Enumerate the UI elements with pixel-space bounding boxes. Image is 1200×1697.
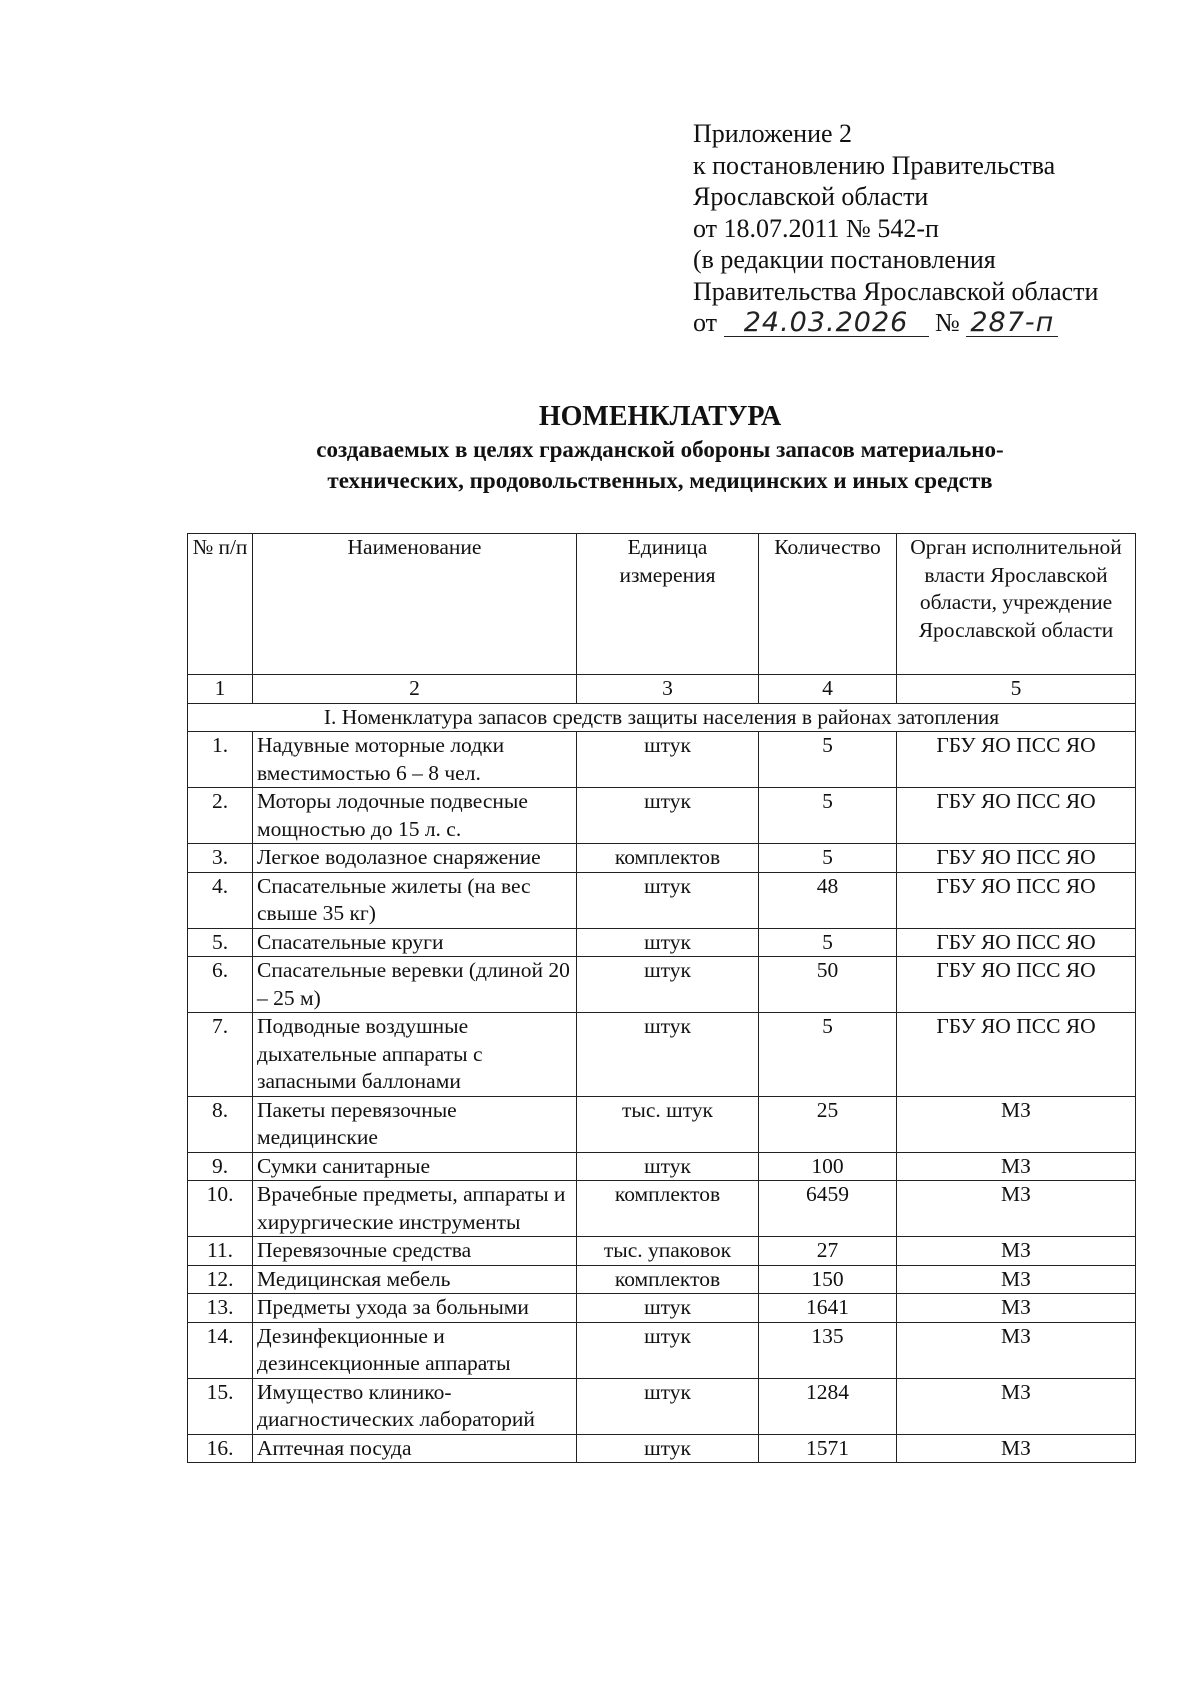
quantity: 6459 (759, 1181, 897, 1237)
row-number: 10. (188, 1181, 253, 1237)
section-title: I. Номенклатура запасов средств защиты населения в районах затопления (188, 703, 1136, 732)
column-number: 1 (188, 675, 253, 704)
unit-of-measure: штук (577, 1322, 759, 1378)
unit-of-measure: штук (577, 872, 759, 928)
column-number: 4 (759, 675, 897, 704)
responsible-body: МЗ (897, 1265, 1136, 1294)
row-number: 14. (188, 1322, 253, 1378)
title-subtitle: технических, продовольственных, медицинских и иных средств (327, 468, 993, 493)
table-row (188, 788, 1136, 844)
column-number: 3 (577, 675, 759, 704)
table-row (188, 1152, 1136, 1181)
row-number: 8. (188, 1096, 253, 1152)
appendix-line: к постановлению Правительства (693, 150, 1056, 180)
row-number: 12. (188, 1265, 253, 1294)
section-row (188, 703, 1136, 732)
quantity: 5 (759, 928, 897, 957)
table-row (188, 872, 1136, 928)
row-number: 9. (188, 1152, 253, 1181)
quantity: 100 (759, 1152, 897, 1181)
column-header: Наименование (253, 534, 577, 675)
unit-of-measure: штук (577, 1294, 759, 1323)
appendix-block (693, 118, 1098, 339)
table-row (188, 957, 1136, 1013)
responsible-body: ГБУ ЯО ПСС ЯО (897, 788, 1136, 844)
unit-of-measure: штук (577, 957, 759, 1013)
quantity: 1284 (759, 1378, 897, 1434)
row-number: 4. (188, 872, 253, 928)
table-row (188, 732, 1136, 788)
handwritten-date: 24.03.2026 (724, 310, 929, 337)
responsible-body: МЗ (897, 1096, 1136, 1152)
unit-of-measure: комплектов (577, 1265, 759, 1294)
row-number: 2. (188, 788, 253, 844)
quantity: 5 (759, 844, 897, 873)
table-row (188, 1434, 1136, 1463)
unit-of-measure: комплектов (577, 1181, 759, 1237)
quantity: 48 (759, 872, 897, 928)
row-number: 7. (188, 1013, 253, 1097)
responsible-body: ГБУ ЯО ПСС ЯО (897, 844, 1136, 873)
column-number: 5 (897, 675, 1136, 704)
item-name: Имущество клинико-диагностических лабораторий (253, 1378, 577, 1434)
quantity: 27 (759, 1237, 897, 1266)
table-row (188, 1294, 1136, 1323)
item-name: Дезинфекционные и дезинсекционные аппараты (253, 1322, 577, 1378)
item-name: Медицинская мебель (253, 1265, 577, 1294)
responsible-body: МЗ (897, 1237, 1136, 1266)
item-name: Подводные воздушные дыхательные аппараты с запасными баллонами (253, 1013, 577, 1097)
responsible-body: МЗ (897, 1378, 1136, 1434)
row-number: 13. (188, 1294, 253, 1323)
table-row (188, 1378, 1136, 1434)
table-row (188, 1096, 1136, 1152)
column-header: Единица измерения (577, 534, 759, 675)
appendix-line: Приложение 2 (693, 119, 853, 148)
date-prefix: от (693, 308, 718, 337)
quantity: 50 (759, 957, 897, 1013)
unit-of-measure: штук (577, 788, 759, 844)
item-name: Врачебные предметы, аппараты и хирургические инструменты (253, 1181, 577, 1237)
unit-of-measure: тыс. штук (577, 1096, 759, 1152)
column-header: Орган исполнительной власти Ярославской области, учреждение Ярославской области (897, 534, 1136, 675)
item-name: Надувные моторные лодки вместимостью 6 – 8 чел. (253, 732, 577, 788)
quantity: 1571 (759, 1434, 897, 1463)
responsible-body: ГБУ ЯО ПСС ЯО (897, 732, 1136, 788)
table-row (188, 1322, 1136, 1378)
column-number: 2 (253, 675, 577, 704)
row-number: 11. (188, 1237, 253, 1266)
row-number: 16. (188, 1434, 253, 1463)
appendix-line: от 18.07.2011 № 542-п (693, 213, 939, 243)
item-name: Предметы ухода за больными (253, 1294, 577, 1323)
responsible-body: ГБУ ЯО ПСС ЯО (897, 1013, 1136, 1097)
responsible-body: ГБУ ЯО ПСС ЯО (897, 957, 1136, 1013)
responsible-body: МЗ (897, 1152, 1136, 1181)
table-row (188, 1237, 1136, 1266)
responsible-body: МЗ (897, 1322, 1136, 1378)
unit-of-measure: штук (577, 1434, 759, 1463)
responsible-body: МЗ (897, 1181, 1136, 1237)
row-number: 15. (188, 1378, 253, 1434)
nomenclature-table (187, 533, 1136, 1463)
row-number: 6. (188, 957, 253, 1013)
unit-of-measure: штук (577, 928, 759, 957)
item-name: Спасательные жилеты (на вес свыше 35 кг) (253, 872, 577, 928)
responsible-body: ГБУ ЯО ПСС ЯО (897, 928, 1136, 957)
title-heading: НОМЕНКЛАТУРА (538, 401, 782, 432)
unit-of-measure: штук (577, 1378, 759, 1434)
title-subtitle: создаваемых в целях гражданской обороны запасов материально- (316, 437, 1004, 462)
row-number: 1. (188, 732, 253, 788)
table-row (188, 1181, 1136, 1237)
handwritten-number: 287-п (966, 310, 1058, 337)
quantity: 5 (759, 732, 897, 788)
quantity: 5 (759, 788, 897, 844)
item-name: Пакеты перевязочные медицинские (253, 1096, 577, 1152)
column-number-row (188, 675, 1136, 704)
quantity: 1641 (759, 1294, 897, 1323)
table-row (188, 928, 1136, 957)
row-number: 3. (188, 844, 253, 873)
item-name: Спасательные круги (253, 928, 577, 957)
item-name: Моторы лодочные подвесные мощностью до 15 л. с. (253, 788, 577, 844)
item-name: Сумки санитарные (253, 1152, 577, 1181)
appendix-line: (в редакции постановления (693, 245, 996, 274)
column-header: № п/п (188, 534, 253, 675)
appendix-line: Ярославской области (693, 182, 929, 211)
table-row (188, 1265, 1136, 1294)
document-title (180, 400, 1140, 496)
appendix-line: Правительства Ярославской области (693, 276, 1099, 306)
quantity: 25 (759, 1096, 897, 1152)
quantity: 5 (759, 1013, 897, 1097)
table-header-row (188, 534, 1136, 675)
item-name: Спасательные веревки (длиной 20 – 25 м) (253, 957, 577, 1013)
responsible-body: МЗ (897, 1434, 1136, 1463)
quantity: 150 (759, 1265, 897, 1294)
row-number: 5. (188, 928, 253, 957)
column-header: Количество (759, 534, 897, 675)
amendment-date-line (693, 307, 1098, 339)
table-row (188, 844, 1136, 873)
unit-of-measure: штук (577, 1013, 759, 1097)
responsible-body: ГБУ ЯО ПСС ЯО (897, 872, 1136, 928)
item-name: Перевязочные средства (253, 1237, 577, 1266)
unit-of-measure: тыс. упаковок (577, 1237, 759, 1266)
unit-of-measure: комплектов (577, 844, 759, 873)
item-name: Аптечная посуда (253, 1434, 577, 1463)
responsible-body: МЗ (897, 1294, 1136, 1323)
unit-of-measure: штук (577, 732, 759, 788)
item-name: Легкое водолазное снаряжение (253, 844, 577, 873)
table-row (188, 1013, 1136, 1097)
unit-of-measure: штук (577, 1152, 759, 1181)
number-sign: № (935, 308, 960, 337)
quantity: 135 (759, 1322, 897, 1378)
